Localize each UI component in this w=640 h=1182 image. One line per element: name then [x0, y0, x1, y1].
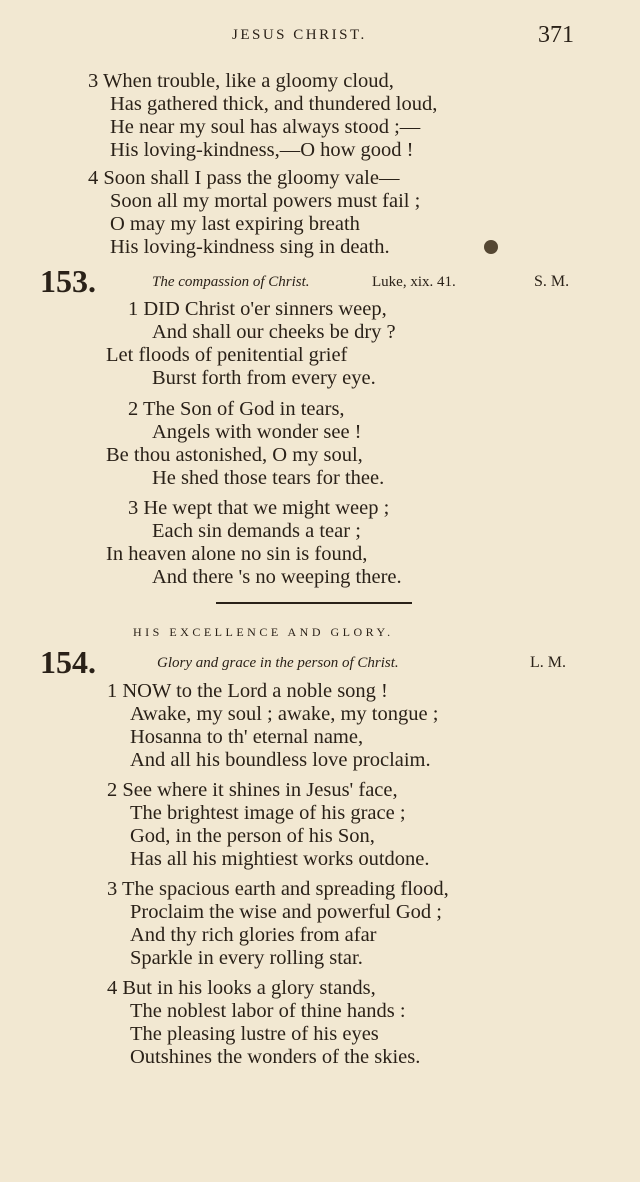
- verse-text: See where it shines in Jesus' face,: [122, 779, 398, 801]
- verse-text: Soon shall I pass the gloomy vale—: [103, 167, 400, 189]
- verse-line: Each sin demands a tear ;: [152, 520, 361, 542]
- verse-line: His loving-kindness sing in death.: [110, 236, 390, 258]
- verse-text: When trouble, like a gloomy cloud,: [103, 70, 394, 92]
- verse-line: Burst forth from every eye.: [152, 367, 376, 389]
- verse-line: He near my soul has always stood ;—: [110, 116, 421, 138]
- verse-line: O may my last expiring breath: [110, 213, 360, 235]
- verse-line: Outshines the wonders of the skies.: [130, 1046, 421, 1068]
- verse-number: 1: [107, 680, 118, 702]
- verse-number: 1: [128, 298, 139, 320]
- verse-line: And all his boundless love proclaim.: [130, 749, 431, 771]
- verse-line: He shed those tears for thee.: [152, 467, 385, 489]
- hymn-meter: S. M.: [534, 273, 570, 290]
- verse-line: Angels with wonder see !: [152, 421, 362, 443]
- verse-line: The noblest labor of thine hands :: [130, 1000, 406, 1022]
- hymn-subject: Glory and grace in the person of Christ.: [157, 655, 399, 671]
- verse-line: The pleasing lustre of his eyes: [130, 1023, 379, 1045]
- verse-number: 2: [128, 398, 139, 420]
- page-number: 371: [538, 22, 574, 48]
- verse-line: In heaven alone no sin is found,: [106, 543, 368, 565]
- running-head: [0, 22, 640, 52]
- hymn-meter: L. M.: [530, 654, 566, 671]
- verse-line: And thy rich glories from afar: [130, 924, 377, 946]
- verse-line: Has gathered thick, and thundered loud,: [110, 93, 438, 115]
- verse-text: The Son of God in tears,: [143, 398, 345, 420]
- verse-number: 4: [88, 167, 99, 189]
- verse-text: DID Christ o'er sinners weep,: [143, 298, 387, 320]
- verse-line: God, in the person of his Son,: [130, 825, 375, 847]
- verse-text: The spacious earth and spreading flood,: [122, 878, 449, 900]
- verse-number: 3: [128, 497, 139, 519]
- ink-blot: [484, 240, 498, 254]
- section-divider: [216, 602, 412, 604]
- verse-line: [107, 679, 388, 703]
- verse-line: Proclaim the wise and powerful God ;: [130, 901, 442, 923]
- verse-line: Be thou astonished, O my soul,: [106, 444, 363, 466]
- hymn-number: 153.: [40, 263, 96, 299]
- verse-text: He wept that we might weep ;: [143, 497, 390, 519]
- running-head-title: JESUS CHRIST.: [232, 27, 367, 43]
- verse-line: [128, 496, 389, 520]
- verse-line: [88, 69, 394, 93]
- verse-line: Has all his mightiest works outdone.: [130, 848, 430, 870]
- hymn-reference: Luke, xix. 41.: [372, 274, 456, 290]
- verse-line: Sparkle in every rolling star.: [130, 947, 363, 969]
- verse-number: 4: [107, 977, 118, 999]
- verse-number: 3: [88, 70, 99, 92]
- verse-number: 3: [107, 878, 118, 900]
- verse-line: [107, 778, 398, 802]
- verse-line: Awake, my soul ; awake, my tongue ;: [130, 703, 439, 725]
- verse-line: And shall our cheeks be dry ?: [152, 321, 396, 343]
- verse-number: 2: [107, 779, 118, 801]
- hymn-number: 154.: [40, 644, 96, 680]
- verse-line: The brightest image of his grace ;: [130, 802, 406, 824]
- verse-line: And there 's no weeping there.: [152, 566, 402, 588]
- verse-line: [107, 976, 376, 1000]
- verse-line: [128, 397, 345, 421]
- verse-line: [107, 877, 449, 901]
- verse-text: NOW to the Lord a noble song !: [122, 680, 388, 702]
- verse-text: But in his looks a glory stands,: [122, 977, 376, 999]
- verse-line: Let floods of penitential grief: [106, 344, 348, 366]
- verse-line: Soon all my mortal powers must fail ;: [110, 190, 421, 212]
- section-heading: HIS EXCELLENCE AND GLORY.: [133, 625, 394, 639]
- verse-line: His loving-kindness,—O how good !: [110, 139, 414, 161]
- verse-line: [88, 166, 399, 190]
- verse-line: [128, 297, 387, 321]
- hymn-subject: The compassion of Christ.: [152, 274, 310, 290]
- verse-line: Hosanna to th' eternal name,: [130, 726, 364, 748]
